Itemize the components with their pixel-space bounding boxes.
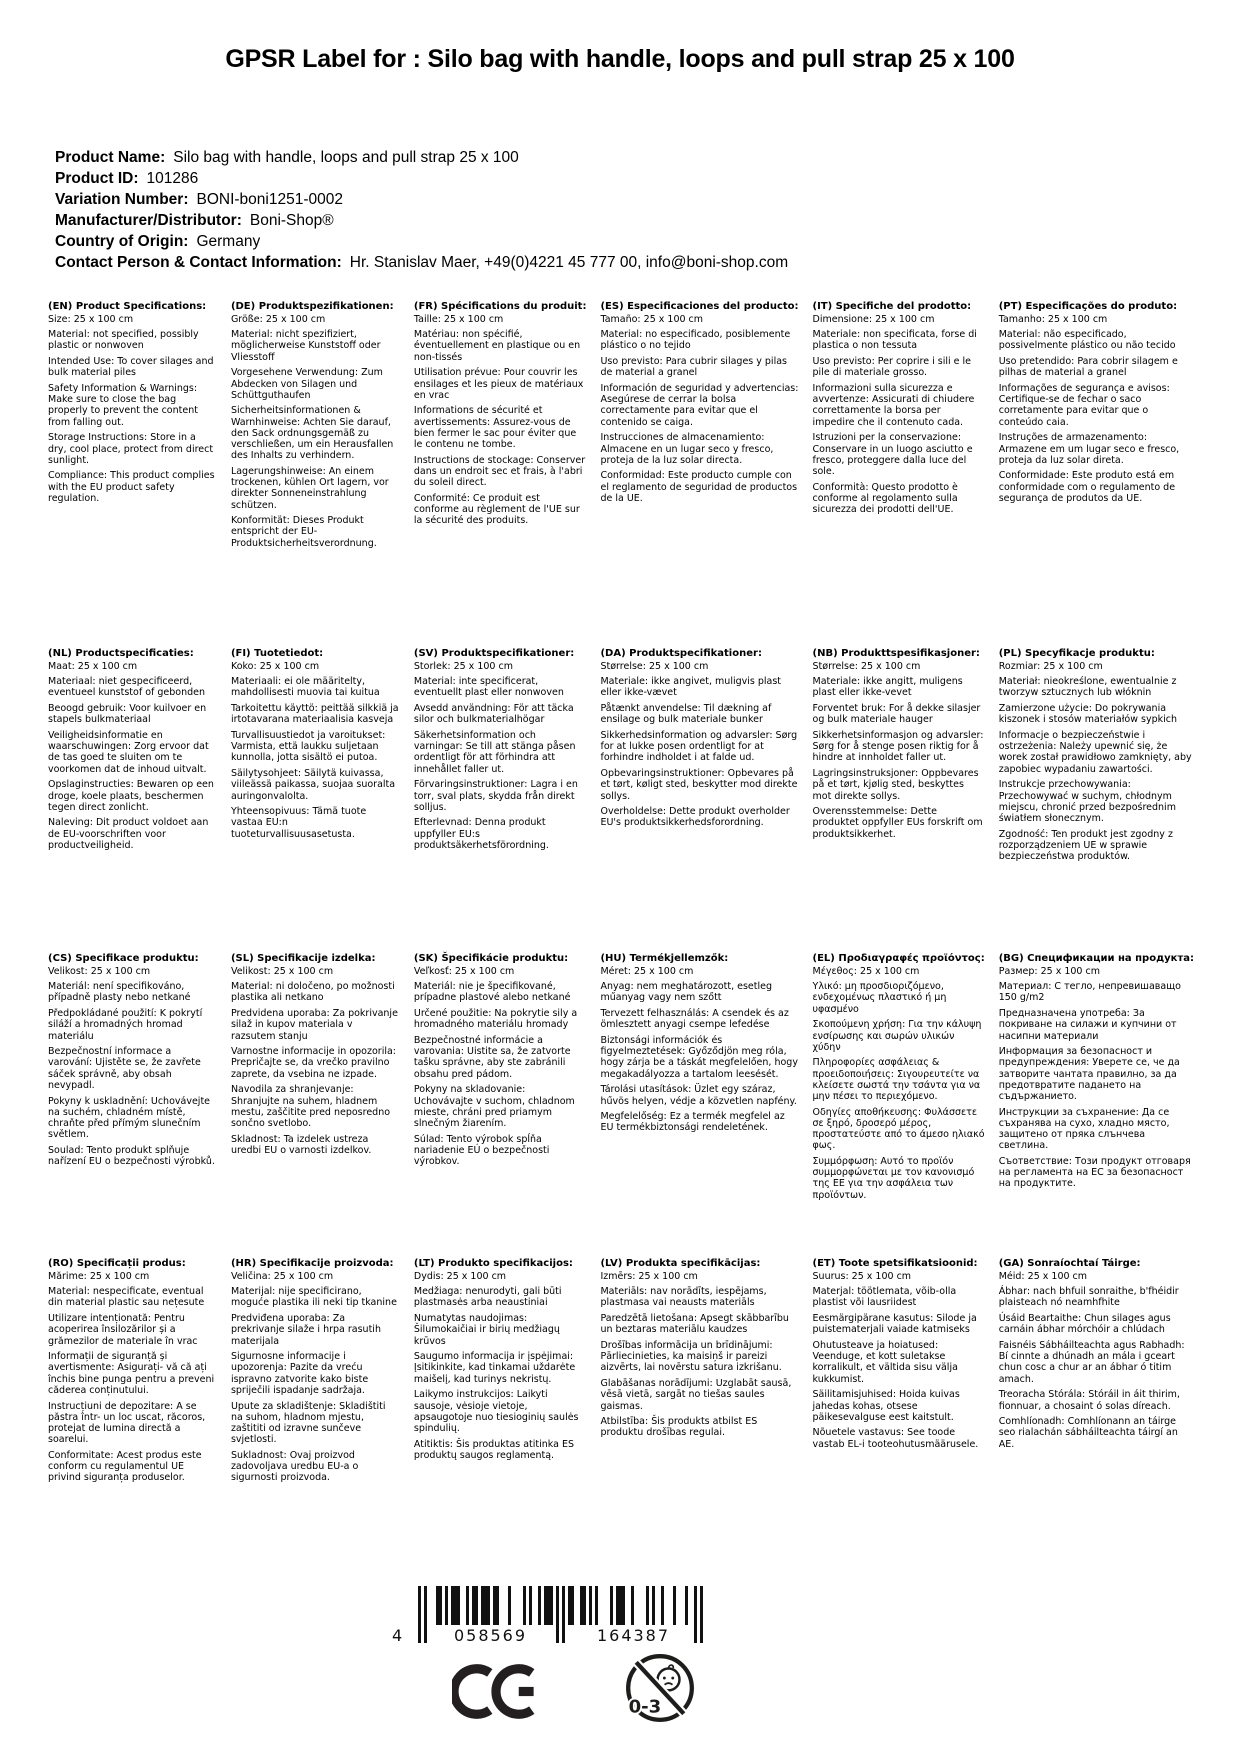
- spec-block-lv: [600, 1258, 798, 1558]
- spec-heading-et: (ET) Toote spetsifikatsioonid:: [812, 1258, 978, 1269]
- spec-line: Größe: 25 x 100 cm: [230, 313, 326, 325]
- spec-line: Materjal: töötlemata, võib-olla plastist või lausriidest: [812, 1286, 957, 1309]
- spec-line: Säkerhetsinformation och varningar: Se till att stänga påsen ordentligt för att förhindra att innehållet faller ut.: [413, 730, 576, 775]
- spec-block-hr: [231, 1258, 400, 1558]
- spec-line: Rozmiar: 25 x 100 cm: [998, 660, 1103, 672]
- spec-line: Méid: 25 x 100 cm: [998, 1270, 1088, 1282]
- spec-line: Upute za skladištenje: Skladištiti na suhom, hladnom mjestu, zaštititi od izravne sunčeve svjetlosti.: [230, 1400, 386, 1446]
- spec-line: Material: ni določeno, po možnosti plastika ali netkano: [230, 981, 395, 1004]
- spec-line: Material: inte specificerat, eventuellt plast eller nonwoven: [413, 676, 564, 699]
- spec-line: Bezpečnostné informácie a varovania: Uistite sa, že zatvorte tašku správne, aby ste zabránili obsahu pred pádom.: [413, 1035, 571, 1080]
- spec-line: Bezpečnostní informace a varování: Ujistěte se, že zavřete sáček správně, aby obsah nevypadl.: [48, 1046, 201, 1091]
- spec-heading-fi: (FI) Tuotetiedot:: [230, 648, 324, 659]
- spec-block-sl: [231, 953, 400, 1258]
- spec-heading-es: (ES) Especificaciones del producto:: [600, 301, 799, 312]
- spec-line: Overholdelse: Dette produkt overholder EU's produktsikkerhedsforordning.: [600, 806, 790, 829]
- spec-line: Conformidade: Este produto está em conformidade com o regulamento de segurança de produtos da UE.: [998, 470, 1176, 504]
- spec-line: Tárolási utasítások: Üzlet egy száraz, hűvös helyen, védje a közvetlen napfény.: [600, 1084, 797, 1107]
- spec-line: Paredzētā lietošana: Apsegt skābbarību un beztaras materiālu kaudzes: [600, 1313, 789, 1336]
- spec-line: Instrucciones de almacenamiento: Almacene en un lugar seco y fresco, proteja de la luz solar directa.: [600, 432, 774, 466]
- spec-line: Faisnéis Sábháilteachta agus Rabhadh: Bí cinnte a dhúnadh an mála i gceart chun cosc a chur ar an ábhar ó titim amach.: [998, 1340, 1185, 1385]
- spec-line: Størrelse: 25 x 100 cm: [812, 660, 921, 672]
- spec-block-da: [600, 648, 798, 953]
- spec-line: Информация за безопасност и предупреждения: Уверете се, че да затворите чантата правилно, за да предотвратите падането на съдържанието.: [998, 1046, 1180, 1103]
- spec-line: Dimensione: 25 x 100 cm: [812, 313, 935, 325]
- spec-block-sk: [414, 953, 587, 1258]
- spec-heading-ro: (RO) Specificații produs:: [48, 1258, 186, 1269]
- spec-line: Tarkoitettu käyttö: peittää silkkiä ja irtotavarana materiaalisia kasveja: [230, 703, 399, 726]
- spec-line: Μέγεθος: 25 x 100 cm: [812, 965, 920, 977]
- spec-line: Pokyny k uskladnění: Uchovávejte na suchém, chladném místě, chraňte před přímým slunečním světlem.: [48, 1095, 211, 1141]
- spec-line: Veľkosť: 25 x 100 cm: [413, 965, 515, 977]
- spec-line: Glabāšanas norādījumi: Uzglabāt sausā, vēsā vietā, sargāt no tiešas saules gaismas.: [600, 1378, 792, 1412]
- spec-line: Materiale: non specificata, forse di plastica o non tessuta: [812, 329, 977, 352]
- spec-heading-nl: (NL) Productspecificaties:: [48, 648, 194, 659]
- barcode-right-group: 164387: [596, 1626, 671, 1645]
- spec-line: Předpokládané použití: K pokrytí siláží a hromadných hromad materiálu: [48, 1008, 203, 1042]
- variation-number-value: BONI-boni1251-0002: [196, 191, 343, 208]
- spec-line: Eesmärgipärane kasutus: Silode ja puistematerjali vaiade katmiseks: [812, 1313, 977, 1336]
- spec-line: Säilitamisjuhised: Hoida kuivas jahedas kohas, otsese päikesevalguse eest kaitstult.: [812, 1389, 960, 1423]
- spec-line: Lagerungshinweise: An einem trockenen, kühlen Ort lagern, vor direkter Sonneneinstrahlung schützen.: [230, 465, 389, 511]
- spec-line: Informações de segurança e avisos: Certifique-se de fechar o saco corretamente para evitar que o conteúdo caia.: [998, 383, 1170, 428]
- spec-line: Megfelelőség: Ez a termék megfelel az EU termékbiztonsági rendeletének.: [600, 1111, 785, 1134]
- age-warning-0-3-icon: [622, 1650, 698, 1726]
- spec-line: Materiał: nieokreślone, ewentualnie z tworzyw sztucznych lub włóknin: [998, 676, 1177, 699]
- spec-line: Dydis: 25 x 100 cm: [413, 1270, 507, 1282]
- spec-line: Soulad: Tento produkt splňuje nařízení EU o bezpečnosti výrobků.: [48, 1144, 215, 1168]
- spec-line: Storage Instructions: Store in a dry, cool place, protect from direct sunlight.: [48, 432, 214, 466]
- spec-line: Informations de sécurité et avertissements: Assurez-vous de bien fermer le sac pour éviter que le contenu ne tombe.: [413, 405, 577, 451]
- spec-line: Sigurnosne informacije i upozorenja: Pazite da vreću ispravno zatvorite kako biste spriječili ispadanje sadržaja.: [230, 1351, 369, 1396]
- spec-line: Suurus: 25 x 100 cm: [812, 1270, 912, 1282]
- spec-block-sv: [414, 648, 587, 953]
- spec-line: Uso previsto: Per coprire i sili e le pile di materiale grosso.: [812, 356, 972, 379]
- spec-block-et: [813, 1258, 985, 1558]
- spec-heading-lv: (LV) Produkta specifikācijas:: [600, 1258, 761, 1269]
- spec-line: Nõuetele vastavus: See toode vastab EL-i tooteohutusmäärusele.: [812, 1427, 979, 1450]
- product-name-value: Silo bag with handle, loops and pull strap 25 x 100: [173, 149, 519, 166]
- spec-line: Avsedd användning: För att täcka silor och bulkmaterialhögar: [413, 703, 574, 726]
- spec-block-ro: [48, 1258, 217, 1558]
- spec-line: Mărime: 25 x 100 cm: [48, 1270, 150, 1282]
- spec-heading-cs: (CS) Specifikace produktu:: [48, 953, 199, 964]
- spec-line: Πληροφορίες ασφάλειας & προειδοποιήσεις: Σιγουρευτείτε να κλείσετε σωστά την τσάντα για να μην πέσει το περιεχόμενο.: [812, 1057, 981, 1103]
- spec-line: Materiaal: niet gespecificeerd, eventueel kunststof of gebonden: [48, 676, 206, 699]
- spec-line: Instructions de stockage: Conserver dans un endroit sec et frais, à l'abri du soleil direct.: [413, 454, 586, 489]
- spec-block-it: [813, 301, 985, 648]
- spec-heading-sk: (SK) Špecifikácie produktu:: [413, 953, 569, 964]
- spec-line: Veličina: 25 x 100 cm: [230, 1270, 334, 1282]
- spec-line: Súlad: Tento výrobok spĺňa nariadenie EÚ o bezpečnosti výrobkov.: [413, 1133, 550, 1168]
- spec-line: Zamierzone użycie: Do pokrywania kiszonek i stosów materiałów sypkich: [998, 703, 1177, 726]
- spec-line: Varnostne informacije in opozorila: Prepričajte se, da vrečko pravilno zaprete, da vsebina ne izpade.: [230, 1046, 396, 1080]
- spec-line: Предназначена употреба: За покриване на силажи и купчини от насипни материали: [998, 1008, 1177, 1042]
- spec-line: Anyag: nem meghatározott, esetleg műanyag vagy nem szőtt: [600, 981, 773, 1004]
- spec-line: Sukladnost: Ovaj proizvod zadovoljava uredbu EU-a o sigurnosti proizvoda.: [230, 1449, 359, 1484]
- spec-heading-sl: (SL) Specifikacije izdelka:: [230, 953, 376, 964]
- spec-line: Uso previsto: Para cubrir silages y pilas de material a granel: [600, 356, 787, 379]
- spec-block-pl: [999, 648, 1194, 953]
- spec-heading-nb: (NB) Produkttspesifikasjoner:: [812, 648, 980, 659]
- barcode-first-digit: 4: [392, 1626, 403, 1645]
- spec-line: Taille: 25 x 100 cm: [413, 313, 504, 325]
- barcode-left-group: 058569: [453, 1626, 528, 1645]
- spec-line: Opbevaringsinstruktioner: Opbevares på et tørt, køligt sted, beskytter mod direkte sollys.: [600, 768, 798, 802]
- spec-line: Conformità: Questo prodotto è conforme al regolamento sulla sicurezza dei prodotti dell'UE.: [812, 481, 958, 516]
- spec-line: Materijal: nije specificirano, moguće plastika ili neki tip tkanine: [230, 1286, 397, 1309]
- spec-line: Treoracha Stórála: Stóráil in áit thirim, fionnuar, a chosaint ó solas díreach.: [998, 1389, 1180, 1412]
- ean-barcode: [392, 1586, 722, 1650]
- spec-line: Utilisation prévue: Pour couvrir les ensilages et les pieux de matériaux en vrac: [413, 367, 584, 401]
- spec-line: Predvidena uporaba: Za pokrivanje silaž in kupov materiala v razsutem stanju: [230, 1008, 398, 1042]
- spec-line: Overensstemmelse: Dette produktet oppfyller EUs forskrift om produktsikkerhet.: [812, 806, 983, 840]
- spec-line: Sikkerhetsinformasjon og advarsler: Sørg for å stenge posen riktig for å hindre at innholdet faller ut.: [812, 730, 984, 764]
- manufacturer-value: Boni-Shop®: [249, 212, 334, 229]
- spec-line: Medžiaga: nenurodyti, gali būti plastmasės arba neaustiniai: [413, 1286, 562, 1309]
- spec-line: Материал: С тегло, непревишаващо 150 g/m2: [998, 981, 1181, 1004]
- spec-line: Materiál: není specifikováno, případně plasty nebo netkané: [48, 981, 191, 1004]
- spec-line: Συμμόρφωση: Αυτό το προϊόν συμμορφώνεται με τον κανονισμό της ΕΕ για την ασφάλεια των προϊόντων.: [812, 1156, 975, 1201]
- spec-line: Materiale: ikke angitt, muligens plast eller ikke-vevet: [812, 676, 963, 699]
- spec-line: Materiale: ikke angivet, muligvis plast eller ikke-vævet: [600, 676, 782, 699]
- spec-line: Forventet bruk: For å dekke silasjer og bulk materiale hauger: [812, 703, 981, 726]
- spec-heading-fr: (FR) Spécifications du produit:: [413, 301, 587, 312]
- spec-heading-lt: (LT) Produkto specifikacijos:: [413, 1258, 573, 1269]
- spec-line: Matériau: non spécifié, éventuellement en plastique ou en non-tissés: [413, 329, 581, 363]
- country-of-origin-label: Country of Origin:: [55, 233, 189, 250]
- spec-line: Instruções de armazenamento: Armazene em um lugar seco e fresco, proteja da luz solar direta.: [998, 432, 1180, 466]
- spec-line: Ábhar: nach bhfuil sonraithe, b'fhéidir plaisteach nó neamhfhite: [998, 1286, 1179, 1309]
- spec-line: Informacje o bezpieczeństwie i ostrzeżenia: Należy upewnić się, że worek został prawidłowo zamknięty, aby zapobiec wypadaniu zawartości.: [998, 730, 1192, 775]
- spec-line: Safety Information & Warnings: Make sure to close the bag properly to prevent the content from falling out.: [48, 383, 198, 428]
- manufacturer-label: Manufacturer/Distributor:: [55, 212, 242, 229]
- spec-line: Οδηγίες αποθήκευσης: Φυλάσσετε σε ξηρό, δροσερό μέρος, προστατεύστε από το άμεσο ηλιακό φως.: [812, 1106, 985, 1152]
- spec-block-en: [48, 301, 217, 648]
- spec-block-nl: [48, 648, 217, 953]
- product-id-label: Product ID:: [55, 170, 139, 187]
- spec-line: Comhlíonadh: Comhlíonann an táirge seo rialachán sábháilteachta táirgí an AE.: [998, 1416, 1178, 1450]
- spec-line: Material: não especificado, possivelmente plástico ou não tecido: [998, 329, 1176, 352]
- spec-line: Sikkerhedsinformation og advarsler: Sørg for at lukke posen ordentligt for at forhindre indholdet i at falde ud.: [600, 730, 798, 764]
- spec-block-pt: [999, 301, 1194, 648]
- spec-line: Úsáid Beartaithe: Chun silages agus carnáin ábhar mórchóir a chlúdach: [998, 1313, 1171, 1336]
- spec-grid: [48, 301, 1194, 1558]
- spec-block-ga: [999, 1258, 1194, 1558]
- spec-line: Materiāls: nav norādīts, iespējams, plastmasa vai neausts materiāls: [600, 1286, 767, 1309]
- spec-heading-pl: (PL) Specyfikacje produktu:: [998, 648, 1155, 659]
- spec-line: Koko: 25 x 100 cm: [230, 660, 320, 672]
- spec-heading-it: (IT) Specifiche del prodotto:: [812, 301, 972, 312]
- spec-line: Beoogd gebruik: Voor kuilvoer en stapels bulkmateriaal: [48, 703, 207, 726]
- spec-block-nb: [813, 648, 985, 953]
- spec-line: Размер: 25 x 100 cm: [998, 965, 1100, 977]
- spec-line: Istruzioni per la conservazione: Conservare in un luogo asciutto e fresco, proteggere dalla luce del sole.: [812, 432, 973, 477]
- spec-line: Información de seguridad y advertencias: Asegúrese de cerrar la bolsa correctamente para evitar que el contenido se caiga.: [600, 383, 799, 428]
- spec-block-lt: [414, 1258, 587, 1558]
- spec-line: Naleving: Dit product voldoet aan de EU-voorschriften voor productveiligheid.: [48, 817, 209, 851]
- spec-line: Tamanho: 25 x 100 cm: [998, 313, 1108, 325]
- spec-block-cs: [48, 953, 217, 1258]
- spec-line: Informații de siguranță și avertismente: Asigurați- vă că ați închis bine punga pentru a preveni căderea conținutului.: [48, 1351, 215, 1396]
- spec-line: Izmērs: 25 x 100 cm: [600, 1270, 698, 1282]
- contact-value: Hr. Stanislav Maer, +49(0)4221 45 777 00, info@boni-shop.com: [349, 254, 789, 271]
- spec-line: Material: not specified, possibly plastic or nonwoven: [48, 329, 199, 352]
- spec-line: Förvaringsinstruktioner: Lagra i en torr, sval plats, skydda från direkt solljus.: [413, 779, 578, 813]
- spec-line: Materiál: nie je špecifikované, prípadne plastové alebo netkané: [413, 981, 571, 1004]
- spec-heading-bg: (BG) Спецификации на продукта:: [998, 953, 1194, 964]
- spec-line: Storlek: 25 x 100 cm: [413, 660, 513, 672]
- spec-line: Méret: 25 x 100 cm: [600, 965, 694, 977]
- product-info: [55, 147, 788, 273]
- spec-heading-en: (EN) Product Specifications:: [48, 301, 207, 312]
- contact-row: [55, 252, 788, 273]
- product-name-row: [55, 147, 788, 168]
- spec-heading-hu: (HU) Termékjellemzők:: [600, 953, 729, 964]
- spec-line: Predviđena uporaba: Za prekrivanje silaže i hrpa rasutih materijala: [230, 1313, 381, 1347]
- spec-line: Uso pretendido: Para cobrir silagem e pilhas de material a granel: [998, 356, 1178, 379]
- spec-block-bg: [999, 953, 1194, 1258]
- spec-line: Yhteensopivuus: Tämä tuote vastaa EU:n tuoteturvallisuusasetusta.: [230, 806, 367, 840]
- spec-line: Turvallisuustiedot ja varoitukset: Varmista, että laukku suljetaan kunnolla, jotta sisältö ei putoa.: [230, 730, 386, 764]
- spec-heading-de: (DE) Produktspezifikationen:: [230, 301, 394, 312]
- spec-line: Pokyny na skladovanie: Uchovávajte v suchom, chladnom mieste, chráni pred priamym slnečným žiarením.: [413, 1084, 575, 1129]
- spec-line: Navodila za shranjevanje: Shranjujte na suhem, hladnem mestu, zaščitite pred neposredno sončno svetlobo.: [230, 1084, 391, 1129]
- spec-line: Lagringsinstruksjoner: Oppbevares på et tørt, kjølig sted, beskyttes mot direkte sollys.: [812, 768, 979, 802]
- spec-line: Maat: 25 x 100 cm: [48, 660, 138, 672]
- spec-block-de: [231, 301, 400, 648]
- spec-heading-pt: (PT) Especificações do produto:: [998, 301, 1178, 312]
- spec-line: Numatytas naudojimas: Šilumokaičiai ir birių medžiagų krūvos: [413, 1313, 560, 1347]
- spec-line: Velikost: 25 x 100 cm: [230, 965, 334, 977]
- spec-line: Intended Use: To cover silages and bulk material piles: [48, 356, 214, 379]
- spec-line: Efterlevnad: Denna produkt uppfyller EU:s produktsäkerhetsförordning.: [413, 817, 549, 851]
- spec-line: Säilytysohjeet: Säilytä kuivassa, viileässä paikassa, suojaa suoralta auringonvalolta.: [230, 768, 396, 802]
- contact-label: Contact Person & Contact Information:: [55, 254, 342, 271]
- ce-mark-icon: [452, 1660, 540, 1723]
- spec-block-es: [600, 301, 798, 648]
- page-title: GPSR Label for : Silo bag with handle, loops and pull strap 25 x 100: [225, 45, 1015, 73]
- manufacturer-row: [55, 210, 788, 231]
- spec-line: Utilizare intenționată: Pentru acoperirea însilozărilor și a grămezilor de materiale în vrac: [48, 1313, 198, 1347]
- spec-block-fi: [231, 648, 400, 953]
- spec-line: Opslaginstructies: Bewaren op een droge, koele plaats, beschermen tegen direct zonlicht.: [48, 779, 214, 813]
- spec-heading-hr: (HR) Specifikacije proizvoda:: [230, 1258, 394, 1269]
- spec-line: Veiligheidsinformatie en waarschuwingen: Zorg ervoor dat de tas goed te sluiten om te voorkomen dat de inhoud uitvalt.: [48, 730, 209, 775]
- spec-line: Biztonsági információk és figyelmeztetések: Győződjön meg róla, hogy zárja be a táskát megfelelően, hogy megakadályozza a tartalom leesését.: [600, 1035, 798, 1080]
- spec-line: Tamaño: 25 x 100 cm: [600, 313, 704, 325]
- spec-heading-el: (EL) Προδιαγραφές προϊόντος:: [812, 953, 985, 964]
- spec-line: Compliance: This product complies with the EU product safety regulation.: [48, 470, 215, 504]
- spec-block-hu: [600, 953, 798, 1258]
- spec-line: Conformidad: Este producto cumple con el reglamento de seguridad de productos de la UE.: [600, 470, 798, 504]
- spec-line: Velikost: 25 x 100 cm: [48, 965, 151, 977]
- spec-line: Vorgesehene Verwendung: Zum Abdecken von Silagen und Schüttguthaufen: [230, 367, 383, 401]
- spec-line: Konformität: Dieses Produkt entspricht der EU-Produktsicherheitsverordnung.: [230, 515, 377, 549]
- spec-line: Ohutusteave ja hoiatused: Veenduge, et kott suletakse korralikult, et vältida sisu välja kukkumist.: [812, 1340, 958, 1385]
- country-of-origin-row: [55, 231, 788, 252]
- spec-line: Påtænkt anvendelse: Til dækning af ensilage og bulk materiale bunker: [600, 703, 772, 726]
- spec-line: Sicherheitsinformationen & Warnhinweise: Achten Sie darauf, den Sack ordnungsgemäß zu verschließen, um ein Herausfallen des Inhalts zu verhindern.: [230, 405, 394, 462]
- age-warning-text: 0-3: [628, 1696, 662, 1718]
- spec-line: Instrukcje przechowywania: Przechowywać w suchym, chłodnym miejscu, chronić przed bezpośrednim światłem słonecznym.: [998, 779, 1176, 824]
- spec-line: Určené použitie: Na pokrytie sily a hromadného materiálu hromady: [413, 1008, 578, 1031]
- spec-line: Skladnost: Ta izdelek ustreza uredbi EU o varnosti izdelkov.: [230, 1133, 372, 1156]
- spec-line: Atbilstība: Šis produkts atbilst ES produktu drošības regulai.: [600, 1416, 758, 1439]
- variation-number-row: [55, 189, 788, 210]
- spec-line: Instrucțiuni de depozitare: A se păstra într- un loc uscat, răcoros, protejat de lumina directă a soarelui.: [48, 1400, 206, 1446]
- spec-block-fr: [414, 301, 587, 648]
- product-name-label: Product Name:: [55, 149, 166, 166]
- spec-line: Σκοπούμενη χρήση: Για την κάλυψη ενσίρωσης και σωρών υλικών χύδην: [812, 1019, 982, 1053]
- product-id-row: [55, 168, 788, 189]
- spec-line: Materiaali: ei ole määritelty, mahdollisesti muovia tai kuitua: [230, 676, 380, 699]
- country-of-origin-value: Germany: [196, 233, 261, 250]
- spec-heading-sv: (SV) Produktspecifikationer:: [413, 648, 575, 659]
- spec-line: Atitiktis: Šis produktas atitinka ES produktų saugos reglamentą.: [413, 1438, 575, 1461]
- spec-line: Material: nicht spezifiziert, möglicherweise Kunststoff oder Vliesstoff: [230, 329, 381, 363]
- spec-line: Съответствие: Този продукт отговаря на регламента на ЕС за безопасност на продуктите.: [998, 1156, 1191, 1190]
- spec-heading-ga: (GA) Sonraíochtaí Táirge:: [998, 1258, 1141, 1269]
- spec-line: Инструкции за съхранение: Да се съхранява на сухо, хладно място, защитено от пряка слънчева светлина.: [998, 1106, 1170, 1152]
- spec-line: Tervezett felhasználás: A csendek és az ömlesztett anyagi csempe lefedése: [600, 1008, 789, 1031]
- spec-line: Zgodność: Ten produkt jest zgodny z rozporządzeniem UE w sprawie bezpieczeństwa produktów.: [998, 828, 1173, 863]
- spec-line: Størrelse: 25 x 100 cm: [600, 660, 709, 672]
- spec-line: Υλικό: μη προσδιοριζόμενο, ενδεχομένως πλαστικό ή μη υφασμένο: [812, 981, 947, 1015]
- spec-line: Conformitate: Acest produs este conform cu regulamentul UE privind siguranța produselor.: [48, 1449, 202, 1484]
- spec-line: Informazioni sulla sicurezza e avvertenze: Assicurati di chiudere correttamente la borsa per impedire che il contenuto cada.: [812, 383, 975, 428]
- spec-block-el: [813, 953, 985, 1258]
- spec-line: Drošības informācija un brīdinājumi: Pārliecinieties, ka maisiņš ir pareizi aizvērts, lai novērstu satura izkrišanu.: [600, 1340, 782, 1374]
- spec-heading-da: (DA) Produktspecifikationer:: [600, 648, 762, 659]
- spec-line: Conformité: Ce produit est conforme au règlement de l'UE sur la sécurité des produits.: [413, 492, 580, 527]
- spec-line: Saugumo informacija ir įspėjimai: Įsitikinkite, kad tinkamai uždarėte maišelį, kad turinys nekristų.: [413, 1351, 576, 1385]
- spec-line: Size: 25 x 100 cm: [48, 313, 134, 325]
- spec-line: Material: nespecificate, eventual din material plastic sau nețesute: [48, 1286, 205, 1309]
- spec-line: Laikymo instrukcijos: Laikyti sausoje, vėsioje vietoje, apsaugotoje nuo tiesioginių saulės spindulių.: [413, 1389, 579, 1434]
- spec-line: Material: no especificado, posiblemente plástico o no tejido: [600, 329, 791, 352]
- product-id-value: 101286: [146, 170, 199, 187]
- variation-number-label: Variation Number:: [55, 191, 189, 208]
